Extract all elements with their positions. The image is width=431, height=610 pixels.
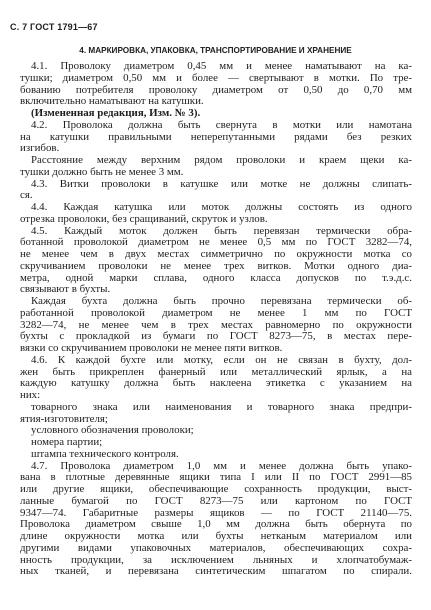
list-item: штампа технического контроля. [31, 448, 179, 460]
section-title: 4. МАРКИРОВКА, УПАКОВКА, ТРАНСПОРТИРОВАНИЕ И ХРАНЕНИЕ [79, 46, 352, 55]
text-line: 4.6. К каждой бухте или мотку, если он не связан в бухту, дол- [31, 354, 412, 366]
text-line: включительно наматывают на катушки. [20, 96, 204, 108]
text-line: изгибов. [20, 143, 60, 155]
page-header: С. 7 ГОСТ 1791—67 [10, 22, 98, 32]
text-line: 3282—74, не менее чем в трех местах равномерно по окружности [20, 319, 412, 331]
text-line: нность продукции, за исключением льняных и хлопчатобумаж- [20, 554, 412, 566]
text-line: Расстояние между верхним рядом проволоки и краем щеки ка- [31, 155, 412, 166]
text-line: бухты с прокладкой из бумаги по ГОСТ 8273—75, в местах пере- [20, 331, 412, 343]
text-line: каждую катушку должна быть наклеена этикетка с указанием на [20, 378, 412, 390]
text-line: них: [20, 390, 41, 401]
amendment-note: (Измененная редакция, Изм. № 3). [31, 108, 201, 119]
text-line: Проволока диаметром свыше 1,0 мм должна быть обернута по [20, 519, 412, 531]
text-line: 4.1. Проволоку диаметром 0,45 мм и менее наматывают на ка- [31, 61, 412, 72]
text-line: 9347—74. Габаритные размеры ящиков — по ГОСТ 21140—75. [20, 507, 412, 519]
text-line: скручиванием проволоки не менее трех витков. Мотки одного диа- [20, 260, 412, 272]
text-line: связывают в бухты. [20, 284, 111, 296]
text-line: вязки со скручиванием проволоки не менее пяти витков. [20, 343, 283, 354]
text-line: вана в плотные деревянные ящики типа I или II по ГОСТ 2991—85 [20, 472, 412, 484]
text-line: работанной проволокой диаметром не менее 1 мм по ГОСТ [20, 307, 412, 319]
list-item: товарного знака или наименования и товарного знака предпри- [31, 401, 412, 413]
body-text [20, 61, 412, 578]
text-line: тушки должно быть не менее 3 мм. [20, 166, 184, 178]
text-line: ных тканей, и перевязана синтетическим шпагатом по спирали. [20, 566, 412, 578]
text-line: ботанной проволокой диаметром не менее 0,5 мм по ГОСТ 3282—74, [20, 237, 412, 249]
list-item: номера партии; [31, 437, 103, 448]
text-line: 4.3. Витки проволоки в катушке или мотке не должны слипать- [31, 178, 412, 190]
text-line: 4.4. Каждая катушка или моток должны состоять из одного [31, 202, 412, 213]
text-line: ся. [20, 190, 33, 202]
text-line: отрезка проволоки, без сращиваний, скруток и узлов. [20, 213, 268, 225]
text-line: на катушки правильными неперепутанными рядами без резких [20, 131, 412, 143]
text-line: 4.5. Каждый моток должен быть перевязан термически обра- [31, 225, 412, 237]
text-line: не менее чем в двух местах симметрично по окружности мотка со [20, 249, 412, 260]
text-line: метра, одной марки сплава, одного класса допусков по т.э.д.с. [20, 272, 412, 284]
list-item: ятия-изготовителя; [20, 413, 108, 425]
text-line: 4.2. Проволока должна быть свернута в мотки или намотана [31, 119, 412, 131]
text-line: жен быть прикреплен фанерный или металлический ярлык, а на [20, 366, 412, 378]
list-item: условного обозначения проволоки; [31, 425, 194, 437]
text-line: длине окружности мотка или бухты нетканым материалом или [20, 531, 412, 542]
text-line: ланные бумагой по ГОСТ 8273—75 или картоном по ГОСТ [20, 495, 412, 507]
text-line: другими видами упаковочных материалов, обеспечивающих сохра- [20, 542, 412, 554]
text-line: тушки; диаметром 0,50 мм и более — свертывают в мотки. По тре- [20, 72, 412, 84]
text-line: Каждая бухта должна быть прочно перевязана термически об- [31, 296, 412, 307]
text-line: или другие ящики, обеспечивающие сохранность продукции, выст- [20, 484, 412, 495]
text-line: 4.7. Проволока диаметром 1,0 мм и менее должна быть упако- [31, 460, 412, 472]
text-line: бованию потребителя проволоку диаметром от 0,50 до 0,70 мм [20, 84, 412, 96]
